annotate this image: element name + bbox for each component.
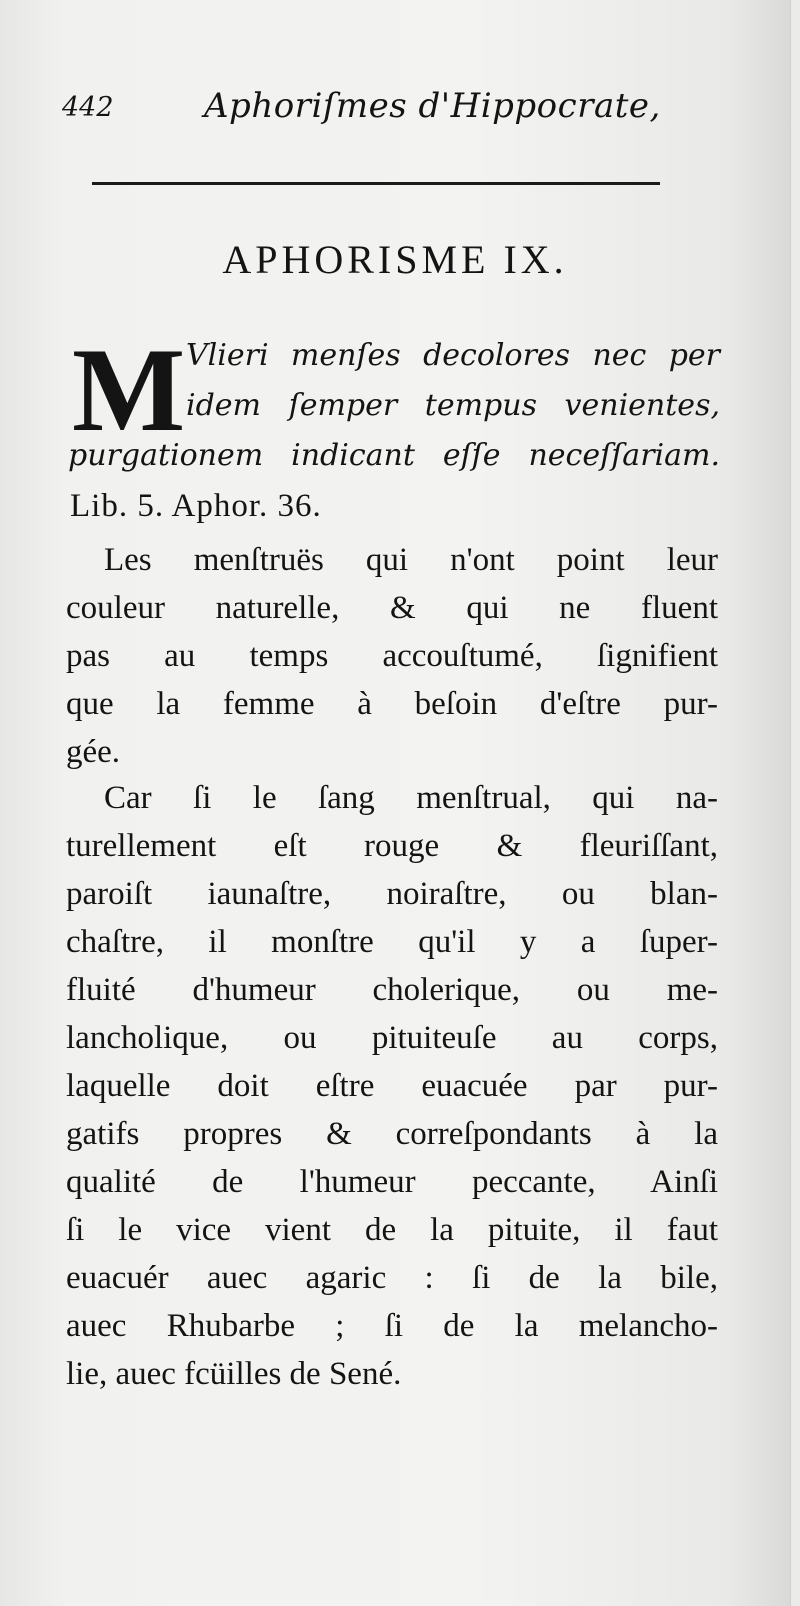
text-line: ſi le vice vient de la pituite, il faut: [66, 1212, 718, 1248]
header-rule: [92, 182, 660, 185]
citation: Lib. 5. Aphor. 36.: [70, 488, 322, 524]
text-line: Les menſtruës qui n'ont point leur: [104, 542, 718, 578]
text-line: laquelle doit eſtre euacuée par pur-: [66, 1068, 718, 1104]
page-number: 442: [62, 92, 114, 123]
page-header: [62, 82, 722, 134]
text-line: paroiſt iaunaſtre, noiraſtre, ou blan-: [66, 876, 718, 912]
text-line: Car ſi le ſang menſtrual, qui na-: [104, 780, 718, 816]
text-line: que la femme à beſoin d'eſtre pur-: [66, 686, 718, 722]
drop-cap: M: [72, 323, 186, 456]
latin-line: purgationem indicant eſſe neceſſariam.: [68, 438, 720, 473]
latin-line: idem ſemper tempus venientes,: [186, 388, 720, 423]
text-line: lancholique, ou pituiteuſe au corps,: [66, 1020, 718, 1056]
text-line: chaſtre, il monſtre qu'il y a ſuper-: [66, 924, 718, 960]
text-line: gée.: [66, 734, 121, 770]
text-line: auec Rhubarbe ; ſi de la melancho-: [66, 1308, 718, 1344]
paragraph: [66, 536, 718, 776]
latin-line: Vlieri menſes decolores nec per: [186, 338, 720, 373]
text-line: gatifs propres & correſpondants à la: [66, 1116, 718, 1152]
text-line: pas au temps accouſtumé, ſignifient: [66, 638, 718, 674]
text-line: fluité d'humeur cholerique, ou me-: [66, 972, 718, 1008]
text-line: qualité de l'humeur peccante, Ainſi: [66, 1164, 718, 1200]
text-line: lie, auec fcüilles de Sené.: [66, 1356, 402, 1392]
aphorism-heading: APHORISME IX.: [222, 237, 568, 282]
text-line: turellement eſt rouge & fleuriſſant,: [66, 828, 718, 864]
running-title: Aphoriſmes d'Hippocrate,: [204, 86, 661, 126]
text-line: couleur naturelle, & qui ne fluent: [66, 590, 718, 626]
text-line: euacuér auec agaric : ſi de la bile,: [66, 1260, 718, 1296]
paragraph: [66, 774, 718, 1398]
